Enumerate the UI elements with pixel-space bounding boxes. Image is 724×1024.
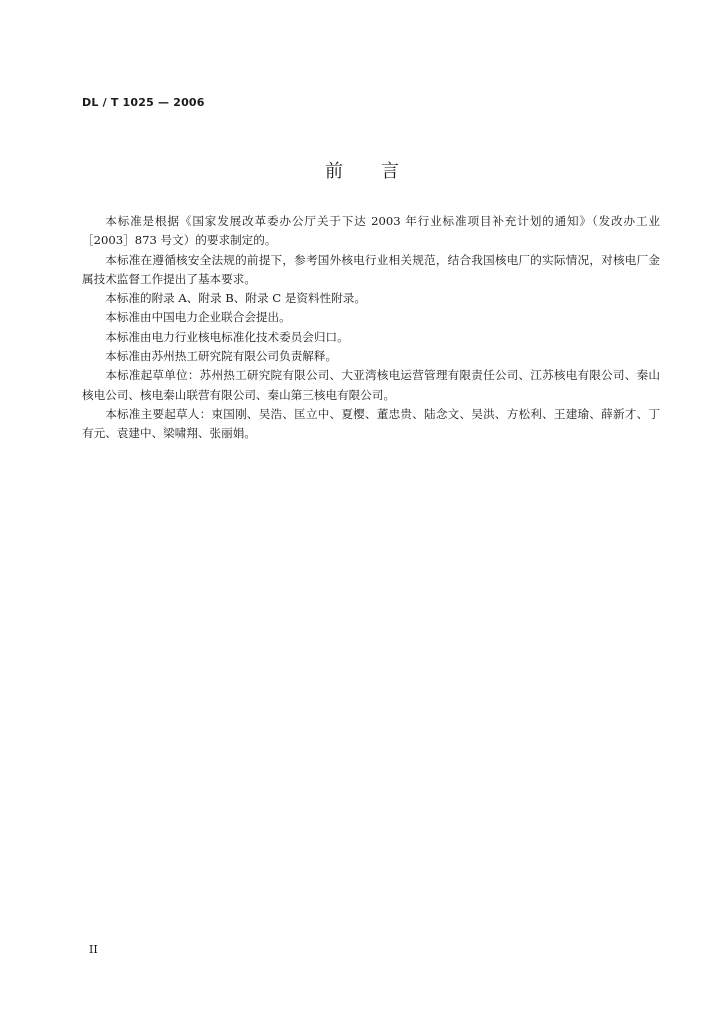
foreword-paragraph: 本标准的附录 A、附录 B、附录 C 是资料性附录。: [105, 291, 366, 306]
foreword-paragraph: 本标准由中国电力企业联合会提出。: [105, 310, 291, 325]
page-number: II: [89, 943, 98, 956]
foreword-paragraph: 本标准由苏州热工研究院有限公司负责解释。: [105, 349, 338, 364]
foreword-paragraph: 本标准是根据《国家发展改革委办公厅关于下达 2003 年行业标准项目补充计划的通知》（发改办工业［2003］873 号文）的要求制定的。: [82, 214, 660, 248]
foreword-paragraph: 本标准在遵循核安全法规的前提下，参考国外核电行业相关规范，结合我国核电厂的实际情况，对核电厂金属技术监督工作提出了基本要求。: [82, 252, 660, 286]
foreword-paragraph: 本标准主要起草人：束国刚、吴浩、匡立中、夏樱、董忠贵、陆念文、吴洪、方松利、王建瑜、薛新才、丁有元、袁建中、梁啸翔、张丽娟。: [82, 406, 660, 441]
foreword-body: [82, 212, 660, 444]
page-title: 前言: [325, 161, 437, 182]
standard-code-header: DL / T 1025 — 2006: [82, 96, 205, 109]
foreword-paragraph: 本标准由电力行业核电标准化技术委员会归口。: [105, 329, 349, 344]
foreword-paragraph: 本标准起草单位：苏州热工研究院有限公司、大亚湾核电运营管理有限责任公司、江苏核电有限公司、秦山核电公司、核电秦山联营有限公司、秦山第三核电有限公司。: [82, 368, 660, 402]
